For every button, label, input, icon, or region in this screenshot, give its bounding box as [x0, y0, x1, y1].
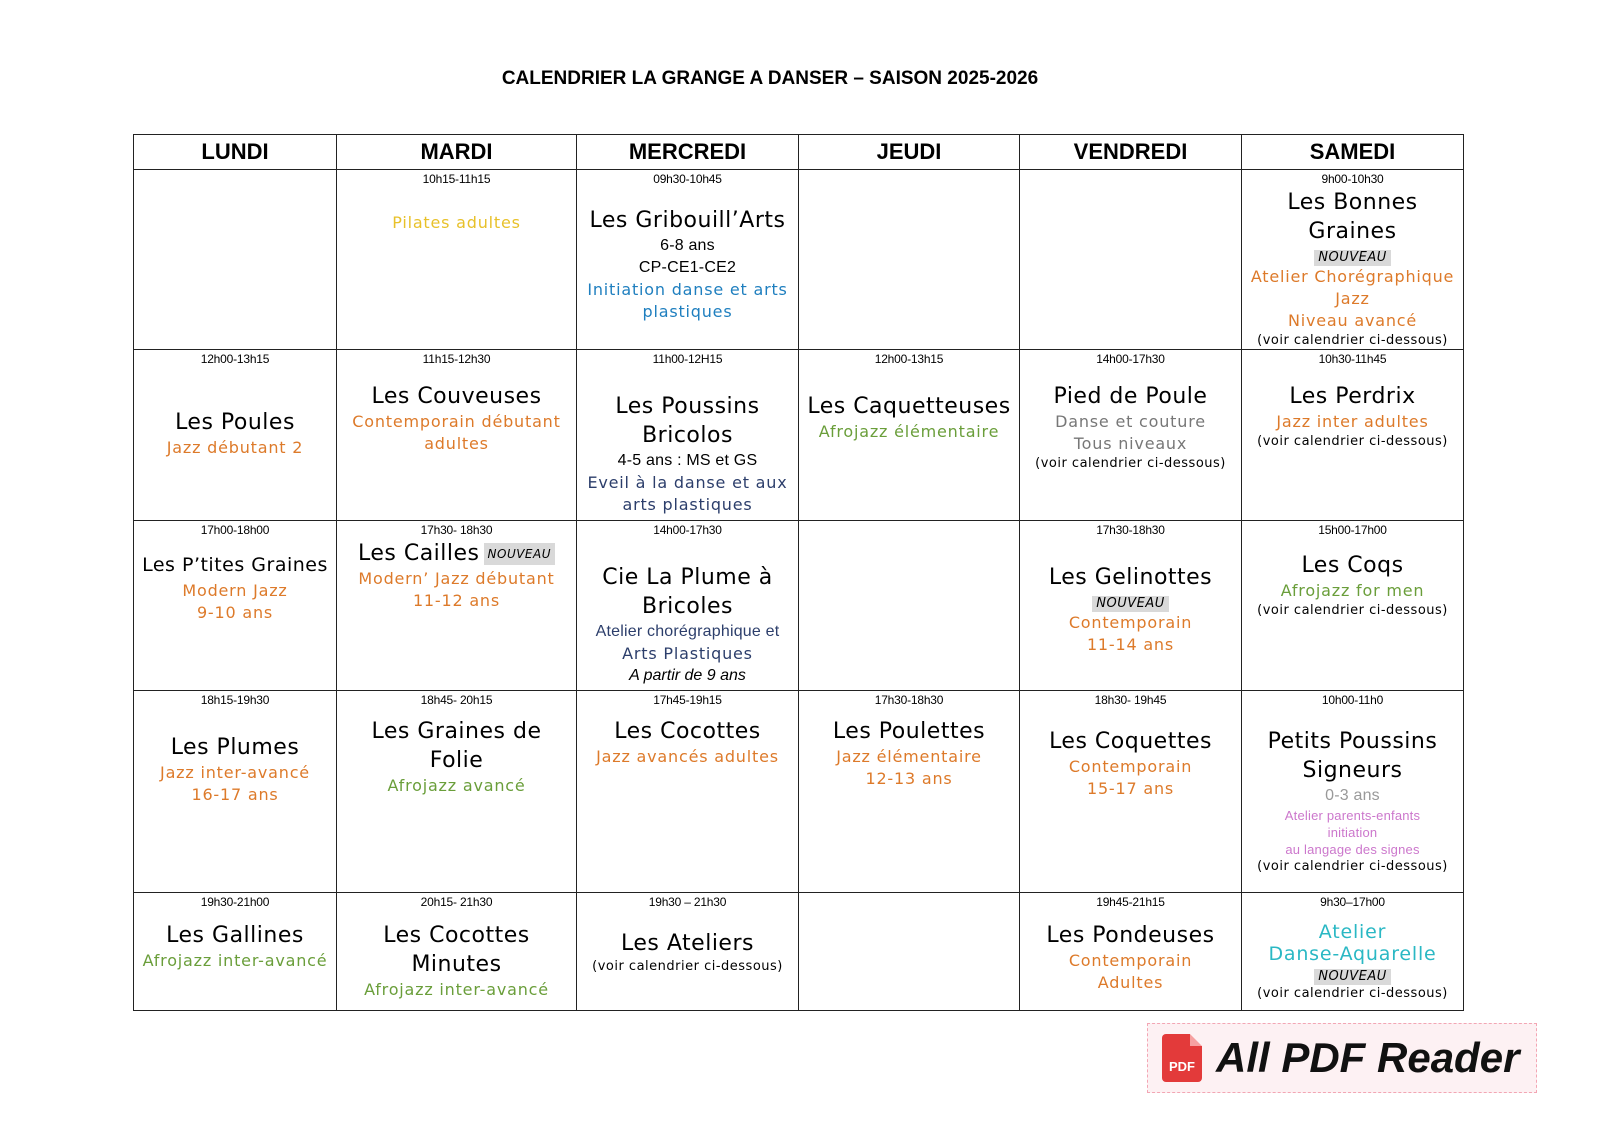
class-time: 20h15- 21h30: [420, 895, 493, 909]
class-cell: [1020, 350, 1242, 521]
class-cell: [337, 170, 577, 350]
class-detail: [622, 494, 752, 516]
line-text: Les Couveuses: [371, 384, 542, 409]
class-detail: [1335, 288, 1370, 310]
line-text: Contemporain: [1068, 951, 1193, 970]
line-text: Les Coqs: [1301, 553, 1404, 578]
class-detail: [197, 602, 273, 624]
class-cell: [1020, 170, 1242, 350]
class-time: 17h00-18h00: [200, 523, 270, 537]
class-cell-content: [1020, 893, 1241, 994]
class-detail: [364, 979, 549, 1001]
line-text: (voir calendrier ci-dessous): [1257, 859, 1448, 874]
class-detail: [358, 568, 554, 590]
schedule-table: [133, 134, 1464, 1011]
class-time: 19h30-21h00: [200, 895, 270, 909]
line-text: Les Poules: [175, 410, 295, 435]
day-header-lundi: LUNDI: [134, 135, 337, 170]
line-text: A partir de 9 ans: [629, 667, 746, 684]
class-cell: [134, 521, 337, 691]
class-time: 14h00-17h30: [1096, 352, 1165, 366]
line-text: Contemporain débutant: [352, 412, 561, 431]
class-detail: [596, 621, 780, 643]
class-name: [621, 929, 754, 958]
class-cell-content: [337, 521, 576, 612]
class-name: [833, 717, 985, 746]
line-text: Jazz élémentaire: [836, 747, 982, 766]
line-text: (voir calendrier ci-dessous): [1257, 603, 1448, 618]
line-text: Jazz inter-avancé: [160, 763, 310, 782]
class-detail: [596, 746, 779, 768]
line-text: 15-17 ans: [1086, 779, 1175, 798]
line-text: Atelier Chorégraphique: [1250, 267, 1455, 286]
class-cell: [577, 350, 799, 521]
class-name: [175, 408, 295, 437]
line-text: Les Pondeuses: [1046, 923, 1215, 948]
class-detail: [1281, 580, 1425, 602]
day-header-jeudi: JEUDI: [799, 135, 1020, 170]
line-text: Les Cocottes: [383, 923, 530, 948]
class-cell-content: [1242, 521, 1463, 619]
class-cell-content: [1020, 350, 1241, 472]
schedule-row: [134, 350, 1464, 521]
pdf-icon: [1162, 1034, 1202, 1082]
line-text: Les Cocottes: [614, 719, 761, 744]
class-time: 17h30-18h30: [874, 693, 944, 707]
class-cell: [1242, 521, 1464, 691]
class-name: [358, 539, 555, 568]
class-cell: [799, 521, 1020, 691]
line-text: Contemporain: [1068, 613, 1193, 632]
class-cell-content: [577, 350, 798, 516]
class-time: 11h15-12h30: [422, 352, 491, 366]
watermark-text: All PDF Reader: [1216, 1034, 1520, 1081]
new-badge: NOUVEAU: [1092, 596, 1169, 612]
line-text: au langage des signes: [1285, 842, 1420, 857]
line-text: Afrojazz for men: [1280, 581, 1425, 600]
class-cell-content: [337, 691, 576, 797]
class-cell-content: [337, 893, 576, 1001]
class-cell-content: [799, 691, 1019, 790]
line-text: Les Graines de Folie: [371, 719, 542, 773]
class-cell-content: [799, 521, 1019, 539]
class-cell-content: [1020, 170, 1241, 188]
class-detail: [160, 762, 310, 784]
line-text: Les Coquettes: [1049, 729, 1212, 754]
line-text: plastiques: [642, 302, 733, 321]
class-name: [166, 921, 304, 950]
class-cell-content: [799, 170, 1019, 188]
line-text: Atelier parents-enfants: [1284, 808, 1421, 823]
class-detail: [587, 472, 787, 494]
class-detail: [622, 643, 753, 665]
line-text: (voir calendrier ci-dessous): [1035, 456, 1226, 471]
class-detail: [1285, 807, 1420, 824]
class-detail: [387, 775, 525, 797]
class-detail: [1069, 612, 1192, 634]
class-detail: [643, 301, 733, 323]
line-text: Jazz avancés adultes: [596, 747, 779, 766]
class-cell: [799, 350, 1020, 521]
class-cell: [337, 521, 577, 691]
line-text: Adultes: [1097, 973, 1164, 992]
class-time: 19h45-21h15: [1096, 895, 1165, 909]
class-cell: [134, 691, 337, 893]
class-cell-content: [799, 350, 1019, 443]
line-text: Initiation danse et arts: [587, 280, 788, 299]
class-detail: [1328, 824, 1378, 841]
class-name: [1046, 921, 1214, 950]
class-cell: [1020, 893, 1242, 1011]
line-text: Atelier: [1318, 921, 1387, 943]
class-name: [1303, 756, 1403, 785]
line-text: Arts Plastiques: [622, 644, 753, 663]
line-text: Cie La Plume à: [602, 565, 773, 590]
line-text: 11-14 ans: [1086, 635, 1175, 654]
line-text: (voir calendrier ci-dessous): [1257, 434, 1448, 449]
class-detail: [413, 590, 500, 612]
class-time: 9h30–17h00: [1320, 895, 1385, 909]
class-time: 18h30- 19h45: [1094, 693, 1167, 707]
class-cell: [1020, 691, 1242, 893]
class-detail: [191, 784, 278, 806]
class-time: 10h30-11h45: [1318, 352, 1387, 366]
class-detail: [660, 235, 715, 257]
class-detail: [1319, 921, 1386, 943]
see-calendar-note: [1257, 602, 1448, 619]
class-name: [383, 921, 530, 950]
class-detail: [819, 421, 999, 443]
class-time: 9h00-10h30: [1321, 172, 1384, 186]
line-text: Les Perdrix: [1289, 384, 1416, 409]
class-cell-content: [134, 521, 336, 624]
schedule-body: [134, 170, 1464, 1011]
header-row: [134, 135, 1464, 170]
class-name: [1268, 727, 1438, 756]
line-text: Les Cailles: [357, 541, 480, 566]
page-title: CALENDRIER LA GRANGE A DANSER – SAISON 2025-2026: [501, 68, 1039, 89]
class-detail: [1087, 778, 1174, 800]
day-header-samedi: SAMEDI: [1242, 135, 1464, 170]
class-name: [411, 950, 501, 979]
class-name: [1049, 727, 1212, 756]
class-cell-content: [337, 350, 576, 455]
line-text: arts plastiques: [622, 495, 753, 514]
class-cell-content: [577, 893, 798, 975]
class-cell: [577, 691, 799, 893]
class-detail: [1087, 634, 1174, 656]
class-cell-content: [337, 170, 576, 234]
class-detail: [629, 665, 746, 687]
class-detail: [167, 437, 303, 459]
line-text: Les Gelinottes: [1048, 565, 1213, 590]
line-text: Les P’tites Graines: [142, 554, 328, 576]
line-text: Jazz débutant 2: [166, 438, 304, 457]
class-cell: [337, 893, 577, 1011]
class-cell-content: [577, 521, 798, 687]
class-cell: [134, 893, 337, 1011]
see-calendar-note: [1035, 455, 1226, 472]
class-detail: [143, 950, 328, 972]
class-name: [807, 392, 1010, 421]
line-text: 16-17 ans: [191, 785, 279, 804]
line-text: 4-5 ans : MS et GS: [617, 452, 758, 469]
class-name: [642, 421, 733, 450]
class-name: [602, 563, 773, 592]
line-text: CP-CE1-CE2: [638, 259, 737, 276]
line-text: Tous niveaux: [1073, 434, 1188, 453]
class-name: [614, 717, 761, 746]
line-text: Danse et couture: [1055, 412, 1206, 431]
class-time: 17h30- 18h30: [420, 523, 493, 537]
class-time: 12h00-13h15: [874, 352, 944, 366]
line-text: Les Gribouill’Arts: [589, 208, 786, 233]
class-detail: [1285, 841, 1419, 858]
line-text: Bricolos: [642, 423, 733, 448]
class-cell-content: [799, 893, 1019, 911]
class-detail: [836, 746, 982, 768]
watermark: [1147, 1023, 1537, 1093]
class-time: 09h30-10h45: [653, 172, 722, 186]
schedule-row: [134, 170, 1464, 350]
line-text: Afrojazz inter-avancé: [142, 951, 328, 970]
line-text: Les Bonnes Graines: [1287, 190, 1418, 244]
class-cell-content: [1242, 350, 1463, 450]
schedule-row: [134, 691, 1464, 893]
class-detail: [1069, 950, 1192, 972]
class-detail: [352, 411, 560, 433]
line-text: (voir calendrier ci-dessous): [592, 959, 783, 974]
class-detail: [1268, 943, 1436, 965]
line-text: Bricoles: [642, 594, 733, 619]
class-cell-content: [134, 691, 336, 806]
class-detail: [639, 257, 736, 279]
line-text: Afrojazz avancé: [387, 776, 526, 795]
see-calendar-note: [592, 958, 783, 975]
line-text: Atelier chorégraphique et: [595, 623, 780, 640]
class-cell: [799, 170, 1020, 350]
class-time: 12h00-13h15: [200, 352, 270, 366]
class-detail: [1251, 266, 1454, 288]
class-detail: [1325, 785, 1380, 807]
line-text: Niveau avancé: [1287, 311, 1418, 330]
class-time: 17h45-19h15: [653, 693, 722, 707]
line-text: Les Plumes: [170, 735, 300, 760]
class-detail: [618, 450, 758, 472]
class-detail: [424, 433, 489, 455]
class-time: 14h00-17h30: [653, 523, 722, 537]
class-cell: [337, 691, 577, 893]
class-cell: [577, 521, 799, 691]
line-text: Pied de Poule: [1053, 384, 1208, 409]
class-time: 19h30 – 21h30: [648, 895, 727, 909]
line-text: Afrojazz inter-avancé: [364, 980, 549, 999]
class-name: [615, 392, 759, 421]
class-cell: [134, 170, 337, 350]
class-name: [642, 592, 733, 621]
line-text: Contemporain: [1068, 757, 1193, 776]
class-cell-content: [1020, 521, 1241, 656]
class-detail: [865, 768, 952, 790]
line-text: Minutes: [411, 952, 502, 977]
line-text: Pilates adultes: [392, 213, 521, 232]
class-name: [1054, 382, 1208, 411]
line-text: adultes: [424, 434, 489, 453]
class-time: 15h00-17h00: [1318, 523, 1387, 537]
class-name: [341, 717, 572, 775]
class-detail: [1074, 433, 1187, 455]
class-cell-content: [1242, 691, 1463, 875]
day-header-mercredi: MERCREDI: [577, 135, 799, 170]
class-cell: [577, 170, 799, 350]
class-time: 17h30-18h30: [1096, 523, 1165, 537]
line-text: Les Ateliers: [621, 931, 754, 956]
class-name: [1289, 382, 1415, 411]
day-header-vendredi: VENDREDI: [1020, 135, 1242, 170]
new-badge: NOUVEAU: [1314, 250, 1391, 266]
class-cell-content: [1242, 893, 1463, 1002]
line-text: Les Poulettes: [832, 719, 986, 744]
line-text: 9-10 ans: [196, 603, 274, 622]
class-cell: [1242, 350, 1464, 521]
class-name: [142, 551, 328, 580]
class-time: 18h15-19h30: [200, 693, 270, 707]
class-detail: [1098, 972, 1163, 994]
line-text: Les Poussins: [615, 394, 760, 419]
line-text: 0-3 ans: [1325, 787, 1380, 804]
class-time: 10h00-11h0: [1321, 693, 1384, 707]
class-cell-content: [134, 170, 336, 188]
class-detail: [1288, 310, 1417, 332]
line-text: initiation: [1327, 825, 1378, 840]
line-text: (voir calendrier ci-dessous): [1257, 986, 1448, 1001]
class-detail: [587, 279, 787, 301]
line-text: Modern’ Jazz débutant: [358, 569, 555, 588]
class-cell: [134, 350, 337, 521]
class-cell: [337, 350, 577, 521]
line-text: Modern Jazz: [182, 581, 288, 600]
line-text: Afrojazz élémentaire: [818, 422, 1000, 441]
class-time: 18h45- 20h15: [420, 693, 493, 707]
line-text: Les Caquetteuses: [807, 394, 1011, 419]
class-cell: [799, 893, 1020, 1011]
class-cell: [1242, 691, 1464, 893]
line-text: Les Gallines: [166, 923, 304, 948]
schedule-row: [134, 893, 1464, 1011]
day-header-mardi: MARDI: [337, 135, 577, 170]
line-text: 12-13 ans: [865, 769, 953, 788]
line-text: Jazz inter adultes: [1276, 412, 1429, 431]
class-name: [371, 382, 541, 411]
class-time: 11h00-12H15: [652, 352, 723, 366]
line-text: 11-12 ans: [412, 591, 501, 610]
class-cell: [577, 893, 799, 1011]
class-cell-content: [1020, 691, 1241, 800]
class-detail: [1055, 411, 1206, 433]
class-cell: [1020, 521, 1242, 691]
see-calendar-note: [1257, 858, 1448, 875]
class-cell: [799, 691, 1020, 893]
line-text: (voir calendrier ci-dessous): [1257, 333, 1448, 348]
class-detail: [392, 212, 521, 234]
class-cell-content: [1242, 170, 1463, 349]
schedule-row: [134, 521, 1464, 691]
class-cell-content: [577, 691, 798, 768]
class-cell-content: [134, 350, 336, 459]
class-name: [1049, 563, 1212, 592]
class-name: [171, 733, 300, 762]
new-badge: NOUVEAU: [1314, 969, 1391, 985]
class-name: [1301, 551, 1403, 580]
see-calendar-note: [1257, 332, 1448, 349]
line-text: Signeurs: [1302, 758, 1403, 783]
line-text: 6-8 ans: [660, 237, 715, 254]
line-text: Danse-Aquarelle: [1268, 943, 1437, 965]
class-cell-content: [134, 893, 336, 972]
pdf-icon-label: PDF: [1169, 1059, 1195, 1074]
see-calendar-note: [1257, 985, 1448, 1002]
class-cell-content: [577, 170, 798, 323]
class-detail: [1069, 756, 1192, 778]
class-name: [1246, 188, 1459, 246]
new-badge: NOUVEAU: [484, 543, 556, 565]
line-text: Jazz: [1335, 289, 1370, 308]
class-cell: [1242, 893, 1464, 1011]
class-time: 10h15-11h15: [422, 172, 491, 186]
see-calendar-note: [1257, 433, 1448, 450]
class-detail: [1276, 411, 1428, 433]
line-text: Petits Poussins: [1267, 729, 1438, 754]
line-text: Eveil à la danse et aux: [587, 473, 788, 492]
class-name: [590, 206, 786, 235]
class-detail: [182, 580, 287, 602]
class-cell: [1242, 170, 1464, 350]
